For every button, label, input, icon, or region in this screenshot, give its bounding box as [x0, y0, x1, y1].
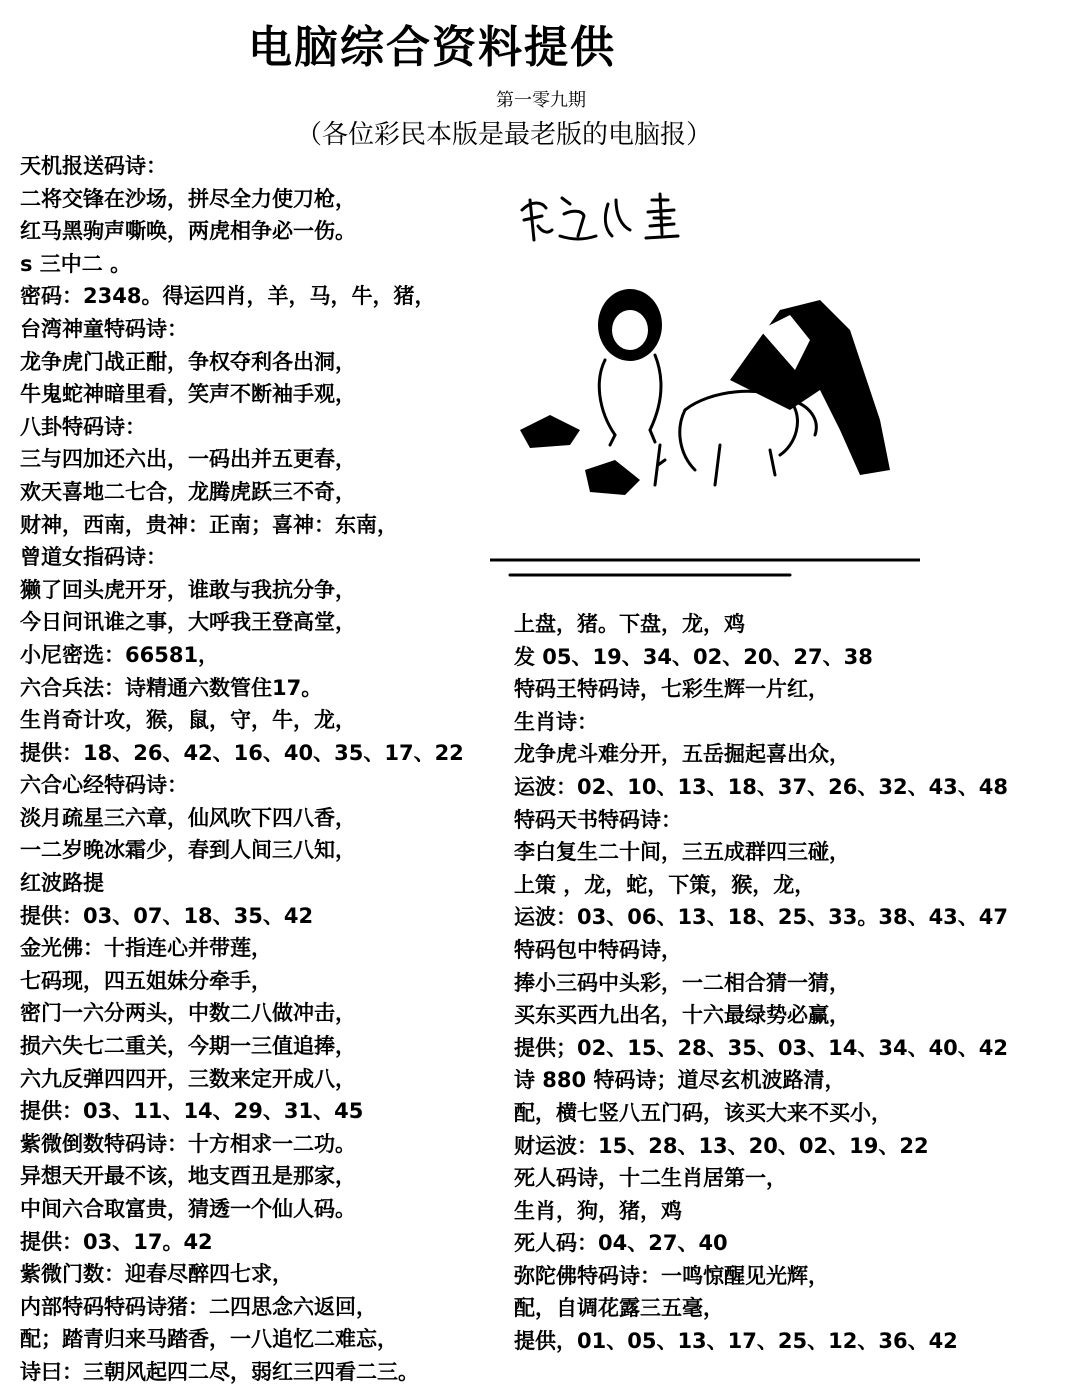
left-column-line: 龙争虎门战正酣，争权夺利各出洞，: [20, 349, 356, 374]
right-column-line: 运波：02、10、13、18、37、26、32、43、48: [514, 774, 1009, 799]
right-column-line: 弥陀佛特码诗：一鸣惊醒见光辉，: [514, 1263, 829, 1288]
left-column-line: 三与四加还六出，一码出并五更春，: [20, 447, 356, 472]
left-column-line: 二将交锋在沙场，拼尽全力使刀枪，: [20, 186, 356, 211]
left-column-line: 淡月疏星三六章，仙风吹下四八香，: [20, 805, 356, 830]
left-column-line: 诗曰：三朝风起四二尽，弱红三四看二三。: [20, 1359, 419, 1384]
left-column-line: 配；踏青归来马踏香，一八追忆二难忘，: [20, 1327, 398, 1352]
right-column-line: 运波：03、06、13、18、25、33。38、43、47: [514, 905, 1009, 930]
left-column-line: 紫微门数：迎春尽醉四七求，: [20, 1262, 293, 1287]
right-column-line: 提供；02、15、28、35、03、14、34、40、42: [514, 1035, 1009, 1060]
right-column-line: 生肖，狗，猪，鸡: [514, 1198, 682, 1223]
right-column-line: 提供，01、05、13、17、25、12、36、42: [514, 1329, 958, 1354]
right-column-line: 买东买西九出名，十六最绿势必赢，: [514, 1003, 850, 1028]
right-column-line: 上盘，猪。下盘，龙，鸡: [514, 612, 745, 636]
left-column: [20, 150, 464, 1389]
right-column-line: 上策 ，龙，蛇，下策，猴，龙，: [514, 872, 816, 897]
left-column-line: 獭了回头虎开牙，谁敢与我抗分争，: [20, 577, 356, 602]
left-column-line: 台湾神童特码诗：: [20, 316, 188, 341]
left-column-line: 六合兵法：诗精通六数管住17。: [20, 675, 323, 700]
left-column-line: s 三中二 。: [20, 251, 132, 276]
right-column-line: 配，自调花露三五毫，: [514, 1296, 724, 1321]
right-column-line: 生肖诗：: [514, 709, 598, 734]
signature-image: [512, 170, 712, 250]
left-column-line: 牛鬼蛇神暗里看，笑声不断袖手观，: [20, 382, 356, 407]
right-column-line: 死人码：04、27、40: [514, 1231, 728, 1256]
right-column-line: 财运波：15、28、13、20、02、19、22: [514, 1133, 929, 1158]
left-column-line: 六九反弹四四开，三数来定开成八，: [20, 1066, 356, 1091]
right-column: [514, 608, 1008, 1358]
left-column-line: 曾道女指码诗：: [20, 545, 167, 570]
right-column-line: 捧小三码中头彩，一二相合猜一猜，: [514, 970, 850, 995]
left-column-line: 财神，西南，贵神：正南；喜神：东南，: [20, 512, 398, 537]
right-column-line: 特码天书特码诗：: [514, 807, 682, 832]
right-column-line: 发 05、19、34、02、20、27、38: [514, 644, 873, 669]
left-column-line: 异想天开最不该，地支酉丑是那家，: [20, 1164, 356, 1189]
issue-number: 第一零九期: [496, 90, 586, 111]
left-column-line: 今日问讯谁之事，大呼我王登高堂，: [20, 610, 356, 635]
left-column-line: 紫微倒数特码诗：十方相求一二功。: [20, 1131, 356, 1156]
left-column-line: 小尼密选：66581，: [20, 642, 220, 667]
right-column-line: 李白复生二十间，三五成群四三碰，: [514, 840, 850, 865]
left-column-line: 提供：03、17。42: [20, 1229, 213, 1254]
left-column-line: 红马黑驹声嘶唤，两虎相争必一伤。: [20, 219, 356, 244]
left-column-line: 提供：03、11、14、29、31、45: [20, 1099, 364, 1124]
left-column-line: 欢天喜地二七合，龙腾虎跃三不奇，: [20, 479, 356, 504]
left-column-line: 八卦特码诗：: [20, 414, 146, 439]
left-column-line: 损六失七二重关，今期一三值追捧，: [20, 1034, 356, 1059]
page-title: 电脑综合资料提供: [248, 22, 616, 73]
left-column-line: 密码：2348。得运四肖，羊，马，牛，猪，: [20, 284, 436, 309]
right-column-line: 配，横七竖八五门码，该买大来不买小，: [514, 1100, 892, 1125]
right-column-line: 特码包中特码诗，: [514, 937, 682, 962]
left-column-line: 生肖奇计攻，猴，鼠，守，牛，龙，: [20, 708, 356, 733]
lion-tiger-illustration: [490, 270, 920, 600]
left-column-line: 七码现，四五姐妹分牵手，: [20, 968, 272, 993]
left-column-line: 天机报送码诗：: [20, 154, 167, 178]
left-column-line: 中间六合取富贵，猜透一个仙人码。: [20, 1197, 356, 1221]
page-subtitle: （各位彩民本版是最老版的电脑报）: [296, 120, 713, 150]
left-column-line: 一二岁晚冰霜少，春到人间三八知，: [20, 838, 356, 863]
left-column-line: 金光佛：十指连心并带莲，: [20, 936, 272, 961]
left-column-line: 红波路提: [20, 871, 104, 896]
left-column-line: 密门一六分两头，中数二八做冲击，: [20, 1001, 356, 1026]
left-column-line: 六合心经特码诗：: [20, 773, 188, 798]
left-column-line: 提供：18、26、42、16、40、35、17、22: [20, 740, 464, 765]
right-column-line: 特码王特码诗，七彩生辉一片红，: [514, 677, 829, 702]
right-column-line: 诗 880 特码诗；道尽玄机波路清，: [514, 1068, 846, 1093]
right-column-line: 死人码诗，十二生肖居第一，: [514, 1166, 787, 1191]
left-column-line: 内部特码特码诗猪：二四思念六返回，: [20, 1294, 377, 1319]
right-column-line: 龙争虎斗难分开，五岳掘起喜出众，: [514, 742, 850, 767]
left-column-line: 提供：03、07、18、35、42: [20, 903, 314, 928]
